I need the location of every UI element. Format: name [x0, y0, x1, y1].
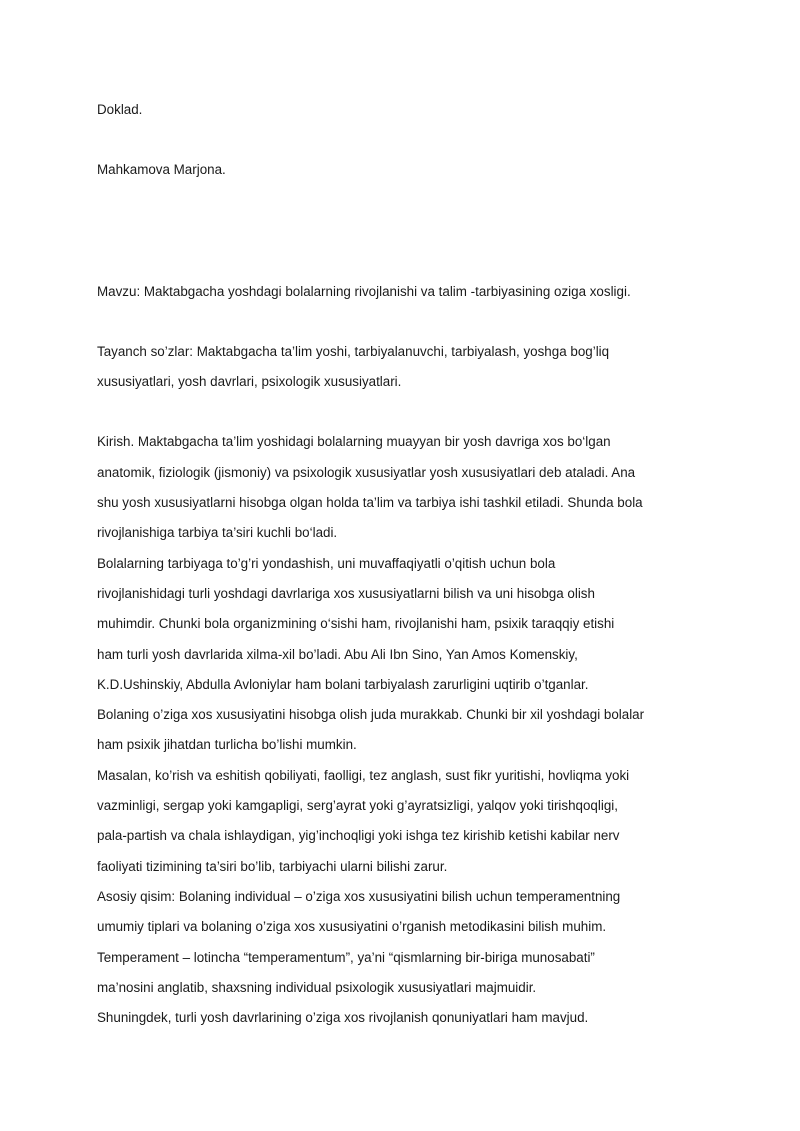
body-line: rivojlanishidagi turli yoshdagi davrlariga xos xususiyatlarni bilish va uni hisobga olish [97, 585, 595, 601]
body-line: Masalan, ko’rish va eshitish qobiliyati, faolligi, tez anglash, sust fikr yuritishi, hovliqma yoki [97, 767, 630, 783]
body-line: K.D.Ushinskiy, Abdulla Avloniylar ham bolani tarbiyalash zarurligini uqtirib o’tganlar. [97, 676, 589, 692]
body-line: Kirish. Maktabgacha ta’lim yoshidagi bolalarning muayyan bir yosh davriga xos bo‘lgan [97, 434, 611, 450]
body-line: Bolalarning tarbiyaga to’g’ri yondashish, uni muvaffaqiyatli o’qitish uchun bola [97, 555, 556, 571]
keywords-line: xususiyatlari, yosh davrlari, psixologik xususiyatlari. [97, 374, 402, 390]
body-line: ma’nosini anglatib, shaxsning individual psixologik xususiyatlari majmuidir. [97, 979, 537, 995]
spacer [97, 186, 709, 277]
body-line: pala-partish va chala ishlaydigan, yig’inchoqligi yoki ishga tez kirishib ketishi kabilar nerv [97, 828, 620, 844]
keywords-paragraph [97, 337, 709, 398]
document-topic: Mavzu: Maktabgacha yoshdagi bolalarning rivojlanishi va talim -tarbiyasining oziga xosligi. [97, 283, 631, 299]
body-line: vazminligi, sergap yoki kamgapligi, serg’ayrat yoki g’ayratsizligi, yalqov yoki tirishqoqligi, [97, 798, 618, 814]
body-line: ham psixik jihatdan turlicha bo’lishi mumkin. [97, 737, 357, 753]
document-author: Mahkamova Marjona. [97, 162, 226, 178]
body-line: ham turli yosh davrlarida xilma-xil bo’ladi. Abu Ali Ibn Sino, Yan Amos Komenskiy, [97, 646, 578, 662]
body-line: umumiy tiplari va bolaning o’ziga xos xususiyatini o’rganish metodikasini bilish muhim. [97, 919, 607, 935]
body-line: Asosiy qisim: Bolaning individual – o’ziga xos xususiyatini bilish uchun temperamentning [97, 888, 621, 904]
document-title: Doklad. [97, 102, 143, 117]
body-line: Shuningdek, turli yosh davrlarining o’ziga xos rivojlanish qonuniyatlari ham mavjud. [97, 1010, 589, 1026]
spacer [97, 307, 709, 337]
body-line: anatomik, fiziologik (jismoniy) va psixologik xususiyatlar yosh xususiyatlari deb ataladi. Ana [97, 464, 636, 480]
body-line: Bolaning o’ziga xos xususiyatini hisobga olish juda murakkab. Chunki bir xil yoshdagi bolalar [97, 707, 645, 723]
body-line: Temperament – lotincha “temperamentum”, ya’ni “qismlarning bir-biriga munosabati” [97, 949, 595, 965]
document-content [97, 95, 709, 1033]
body-line: faoliyati tizimining ta’siri bo’lib, tarbiyachi ularni bilishi zarur. [97, 858, 448, 874]
body-line: rivojlanishiga tarbiya ta’siri kuchli bo‘ladi. [97, 525, 338, 541]
spacer [97, 125, 709, 155]
spacer [97, 397, 709, 427]
body-line: muhimdir. Chunki bola organizmining o‘sishi ham, rivojlanishi ham, psixik taraqqiy etishi [97, 616, 615, 632]
keywords-line: Tayanch so’zlar: Maktabgacha ta’lim yoshi, tarbiyalanuvchi, tarbiyalash, yoshga bog’liq [97, 343, 610, 359]
body-text [97, 427, 709, 1033]
body-line: shu yosh xususiyatlarni hisobga olgan holda ta’lim va tarbiya ishi tashkil etiladi. Shunda bola [97, 495, 643, 511]
